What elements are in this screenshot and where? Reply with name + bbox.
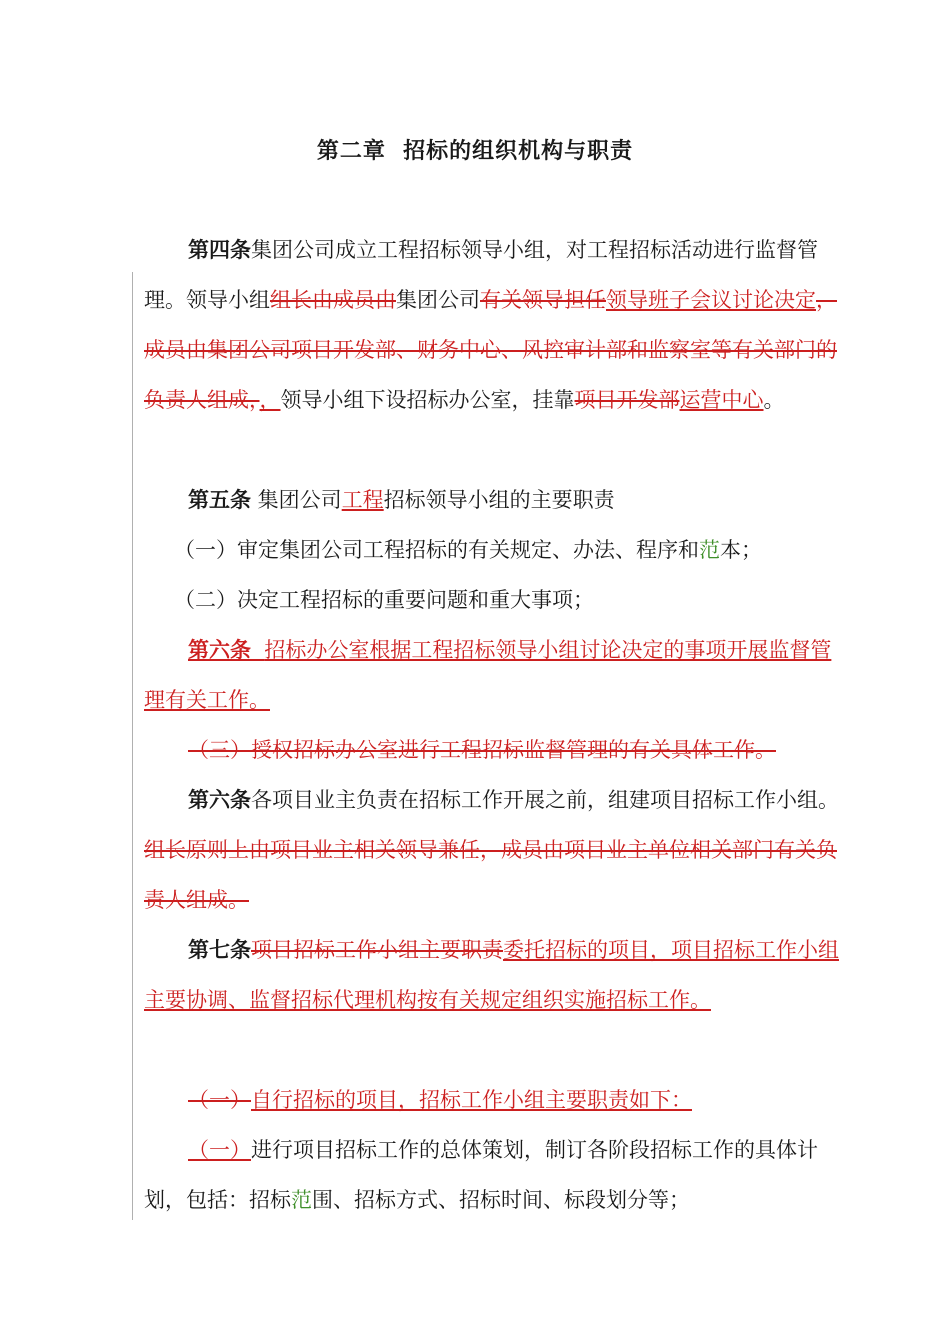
inserted-text: （一） (188, 1138, 251, 1162)
deleted-text: （三）授权招标办公室进行工程招标监督管理的有关具体工作。 (188, 738, 776, 762)
duty-item-text: （二）决定工程招标的重要问题和重大事项； (174, 588, 594, 612)
article-4-head: 第四条 (188, 238, 251, 262)
chapter-title: 第二章 招标的组织机构与职责 (316, 139, 634, 164)
format-changed-text: 范 (291, 1188, 312, 1212)
duty-item-text: （一）审定集团公司工程招标的有关规定、办法、程序和 (174, 538, 699, 562)
duty-item-1 (144, 525, 850, 575)
deleted-text: 项目开发部 (574, 388, 680, 412)
article-6-inserted (144, 625, 850, 725)
inserted-text: 委托招标的项目，项目招标工作小组主要协调、监督招标代理机构按有关规定组织实施招标工作。 (144, 938, 839, 1012)
duty-item-3-deleted (144, 725, 850, 775)
article-7-head: 第七条 (188, 938, 251, 962)
deleted-text: （一） (188, 1088, 251, 1112)
format-changed-text: 范 (699, 538, 720, 562)
inserted-text: 工程 (341, 488, 384, 512)
article-7 (144, 925, 850, 1025)
article-4 (144, 225, 850, 425)
deleted-text: ，成员由集团公司项目开发部、财务中心、风控审计部和监察室等有关部门的负责人组成， (144, 288, 837, 412)
deleted-text: 有关领导担任 (480, 288, 606, 312)
sub-clause-text: 围、招标方式、招标时间、标段划分等； (312, 1188, 690, 1212)
article-5-head: 第五条 (188, 488, 251, 512)
inserted-article-head: 第六条 (188, 638, 251, 662)
deleted-text: 组长由成员由 (270, 288, 396, 312)
inserted-text: ， (259, 388, 281, 412)
article-4-text: 集团公司成立工程招标领导小组，对工程招标活动进行监督管理。领导小组 (144, 238, 818, 312)
article-5 (144, 475, 850, 525)
article-4-text: 。 (763, 388, 785, 412)
article-6-text: 各项目业主负责在招标工作开展之前，组建项目招标工作小组。 (251, 788, 839, 812)
inserted-text: 领导班子会议讨论决定 (606, 288, 816, 312)
article-6 (144, 775, 850, 925)
article-5-text: 集团公司 (251, 488, 342, 512)
deleted-text: 组长原则上由项目业主相关领导兼任，成员由项目业主单位相关部门有关负责人组成。 (144, 838, 837, 912)
inserted-text: 运营中心 (679, 388, 764, 412)
article-5-text: 招标领导小组的主要职责 (383, 488, 615, 512)
inserted-text: 自行招标的项目，招标工作小组主要职责如下： (251, 1088, 692, 1112)
revision-change-bar (132, 272, 133, 1220)
article-6-head: 第六条 (188, 788, 251, 812)
sub-clause-1 (144, 1125, 850, 1225)
deleted-text: 项目招标工作小组主要职责 (251, 938, 503, 962)
sub-clause-deleted (144, 1075, 850, 1125)
inserted-text: 招标办公室根据工程招标领导小组讨论决定的事项开展监督管理有关工作。 (144, 638, 832, 712)
duty-item-text: 本； (720, 538, 762, 562)
duty-item-2 (144, 575, 850, 625)
inserted-text (251, 638, 264, 662)
article-4-text: 领导小组下设招标办公室，挂靠 (280, 388, 575, 412)
sub-clause-text: 进行项目招标工作的总体策划，制订各阶段招标工作的具体计划，包括：招标 (144, 1138, 818, 1212)
article-4-text: 集团公司 (396, 288, 480, 312)
